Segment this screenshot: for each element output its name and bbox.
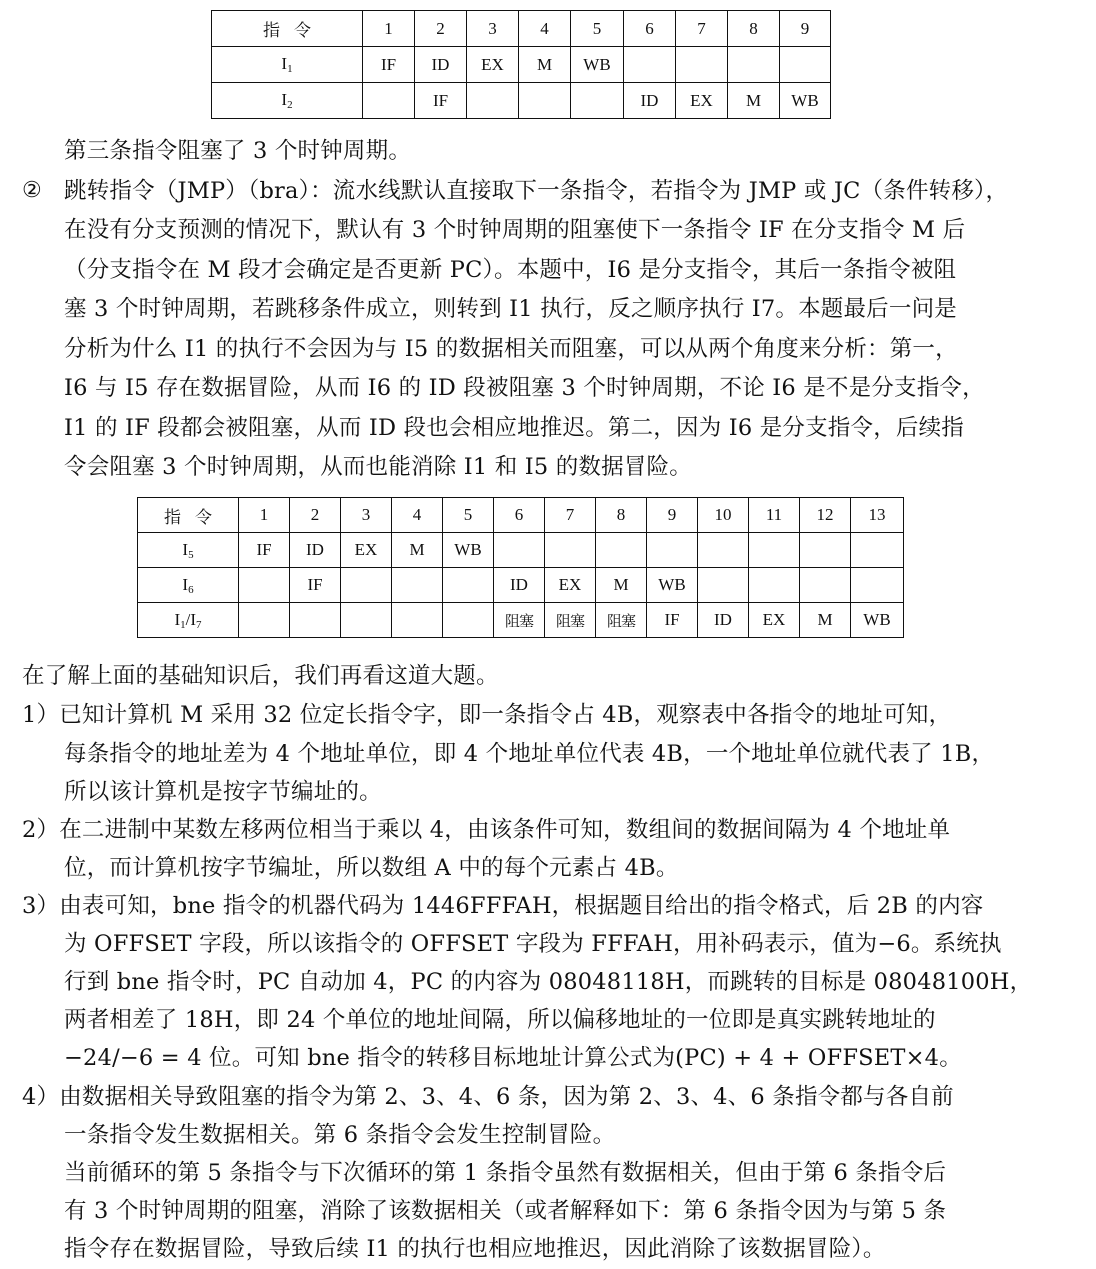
stage-cell xyxy=(851,568,904,603)
circle-marker: ② xyxy=(22,178,42,203)
stage-cell: WB xyxy=(851,603,904,638)
table1-header-row xyxy=(212,11,831,47)
table1-col: 1 xyxy=(363,11,415,47)
stall-cell: 阻塞 xyxy=(545,603,596,638)
stage-cell xyxy=(239,603,290,638)
stage-cell xyxy=(467,83,519,119)
table-row xyxy=(138,568,904,603)
stage-cell: M xyxy=(519,47,571,83)
text-line: 每条指令的地址差为 4 个地址单位，即 4 个地址单位代表 4B，一个地址单位就代表了 1B， xyxy=(64,741,995,767)
stage-cell xyxy=(519,83,571,119)
stage-cell xyxy=(749,533,800,568)
table2-col: 8 xyxy=(596,498,647,533)
stage-cell: IF xyxy=(239,533,290,568)
table2-col: 13 xyxy=(851,498,904,533)
table-row xyxy=(212,47,831,83)
stage-cell: EX xyxy=(545,568,596,603)
row-label: $I_5$ xyxy=(138,533,239,568)
stage-cell: IF xyxy=(647,603,698,638)
stage-cell xyxy=(571,83,624,119)
row-label: $I_1/I_7$ xyxy=(138,603,239,638)
table2-col: 1 xyxy=(239,498,290,533)
text-line: 有 3 个时钟周期的阻塞，消除了该数据相关（或者解释如下：第 6 条指令因为与第 5 条 xyxy=(64,1198,947,1224)
table2-col: 12 xyxy=(800,498,851,533)
table2-header-row xyxy=(138,498,904,533)
stage-cell: M xyxy=(728,83,780,119)
pipeline-table-1 xyxy=(211,10,831,119)
text-line: 在了解上面的基础知识后，我们再看这道大题。 xyxy=(22,663,499,689)
row-label: $I_2$ xyxy=(212,83,363,119)
table-row xyxy=(138,603,904,638)
text-line: 跳转指令（JMP）（bra）：流水线默认直接取下一条指令，若指令为 JMP 或 JC（条件转移）， xyxy=(64,178,1009,204)
text-line: 所以该计算机是按字节编址的。 xyxy=(64,779,382,805)
table2-col: 10 xyxy=(698,498,749,533)
table1-col: 7 xyxy=(676,11,728,47)
stage-cell xyxy=(290,603,341,638)
stage-cell: ID xyxy=(290,533,341,568)
text-line: 塞 3 个时钟周期，若跳移条件成立，则转到 I1 执行，反之顺序执行 I7。本题最后一问是 xyxy=(64,296,957,322)
text-line: 行到 bne 指令时，PC 自动加 4，PC 的内容为 08048118H，而跳转的目标是 08048100H， xyxy=(64,969,1033,995)
text-line: I6 与 I5 存在数据冒险，从而 I6 的 ID 段被阻塞 3 个时钟周期，不论 I6 是不是分支指令， xyxy=(64,375,985,401)
stage-cell xyxy=(596,533,647,568)
table2-col: 2 xyxy=(290,498,341,533)
stage-cell xyxy=(341,568,392,603)
stage-cell: EX xyxy=(749,603,800,638)
text-line: 令会阻塞 3 个时钟周期，从而也能消除 I1 和 I5 的数据冒险。 xyxy=(64,454,692,480)
stage-cell: WB xyxy=(571,47,624,83)
stage-cell: M xyxy=(800,603,851,638)
stage-cell xyxy=(647,533,698,568)
stage-cell: EX xyxy=(467,47,519,83)
row-label: $I_6$ xyxy=(138,568,239,603)
stage-cell xyxy=(698,568,749,603)
stage-cell: IF xyxy=(415,83,467,119)
stage-cell: EX xyxy=(676,83,728,119)
table2-col: 4 xyxy=(392,498,443,533)
table2-col: 7 xyxy=(545,498,596,533)
stage-cell xyxy=(698,533,749,568)
stage-cell: WB xyxy=(647,568,698,603)
text-line: 在没有分支预测的情况下，默认有 3 个时钟周期的阻塞使下一条指令 IF 在分支指令 M 后 xyxy=(64,217,966,243)
stage-cell xyxy=(728,47,780,83)
stage-cell: WB xyxy=(780,83,831,119)
stall-cell: 阻塞 xyxy=(596,603,647,638)
table2-col: 11 xyxy=(749,498,800,533)
text-line: 一条指令发生数据相关。第 6 条指令会发生控制冒险。 xyxy=(64,1122,616,1148)
text-line: I1 的 IF 段都会被阻塞，从而 ID 段也会相应地推迟。第二，因为 I6 是分支指令，后续指 xyxy=(64,415,964,441)
stage-cell xyxy=(392,568,443,603)
table1-col: 6 xyxy=(624,11,676,47)
stage-cell xyxy=(239,568,290,603)
table1-col: 2 xyxy=(415,11,467,47)
text-line: （分支指令在 M 段才会确定是否更新 PC）。本题中，I6 是分支指令，其后一条指令被阻 xyxy=(64,257,957,283)
stage-cell: M xyxy=(596,568,647,603)
stage-cell xyxy=(676,47,728,83)
stage-cell: M xyxy=(392,533,443,568)
stage-cell: ID xyxy=(494,568,545,603)
stage-cell xyxy=(545,533,596,568)
table2-col: 9 xyxy=(647,498,698,533)
stage-cell xyxy=(780,47,831,83)
table1-col: 5 xyxy=(571,11,624,47)
table2-col: 6 xyxy=(494,498,545,533)
stage-cell xyxy=(800,533,851,568)
stage-cell xyxy=(392,603,443,638)
stall-cell: 阻塞 xyxy=(494,603,545,638)
text-line: 2）在二进制中某数左移两位相当于乘以 4，由该条件可知，数组间的数据间隔为 4 个地址单 xyxy=(22,817,951,843)
stage-cell xyxy=(443,603,494,638)
stage-cell: ID xyxy=(415,47,467,83)
stage-cell xyxy=(624,47,676,83)
table-row xyxy=(212,83,831,119)
stage-cell xyxy=(800,568,851,603)
text-line: 位，而计算机按字节编址，所以数组 A 中的每个元素占 4B。 xyxy=(64,855,679,881)
table1-header-label: 指令 xyxy=(212,11,363,47)
stage-cell: ID xyxy=(698,603,749,638)
table2-header-label: 指令 xyxy=(138,498,239,533)
text-line: 分析为什么 I1 的执行不会因为与 I5 的数据相关而阻塞，可以从两个角度来分析：第一， xyxy=(64,336,958,362)
stage-cell xyxy=(443,568,494,603)
row-label: $I_1$ xyxy=(212,47,363,83)
text-line: 第三条指令阻塞了 3 个时钟周期。 xyxy=(64,138,412,164)
stage-cell: ID xyxy=(624,83,676,119)
text-line: 当前循环的第 5 条指令与下次循环的第 1 条指令虽然有数据相关，但由于第 6 条指令后 xyxy=(64,1160,947,1186)
stage-cell xyxy=(363,83,415,119)
stage-cell: IF xyxy=(363,47,415,83)
stage-cell xyxy=(494,533,545,568)
stage-cell: IF xyxy=(290,568,341,603)
text-line: 3）由表可知，bne 指令的机器代码为 1446FFFAH，根据题目给出的指令格式，后 2B 的内容 xyxy=(22,893,984,919)
text-line: 1）已知计算机 M 采用 32 位定长指令字，即一条指令占 4B，观察表中各指令的地址可知， xyxy=(22,702,952,728)
text-line: 指令存在数据冒险，导致后续 I1 的执行也相应地推迟，因此消除了该数据冒险）。 xyxy=(64,1236,886,1262)
text-line: 两者相差了 18H，即 24 个单位的地址间隔，所以偏移地址的一位即是真实跳转地址的 xyxy=(64,1007,936,1033)
table2-col: 3 xyxy=(341,498,392,533)
text-line: −24/−6 = 4 位。可知 bne 指令的转移目标地址计算公式为(PC) + 4 + OFFSET×4。 xyxy=(64,1045,962,1071)
table1-col: 3 xyxy=(467,11,519,47)
stage-cell: WB xyxy=(443,533,494,568)
table1-col: 4 xyxy=(519,11,571,47)
text-line: 为 OFFSET 字段，所以该指令的 OFFSET 字段为 FFFAH，用补码表示，值为−6。系统执 xyxy=(64,931,1002,957)
table-row xyxy=(138,533,904,568)
table1-col: 9 xyxy=(780,11,831,47)
stage-cell: EX xyxy=(341,533,392,568)
table1-col: 8 xyxy=(728,11,780,47)
pipeline-table-2 xyxy=(137,497,904,638)
text-line: 4）由数据相关导致阻塞的指令为第 2、3、4、6 条，因为第 2、3、4、6 条指令都与各自前 xyxy=(22,1084,954,1110)
stage-cell xyxy=(749,568,800,603)
stage-cell xyxy=(851,533,904,568)
table2-col: 5 xyxy=(443,498,494,533)
stage-cell xyxy=(341,603,392,638)
